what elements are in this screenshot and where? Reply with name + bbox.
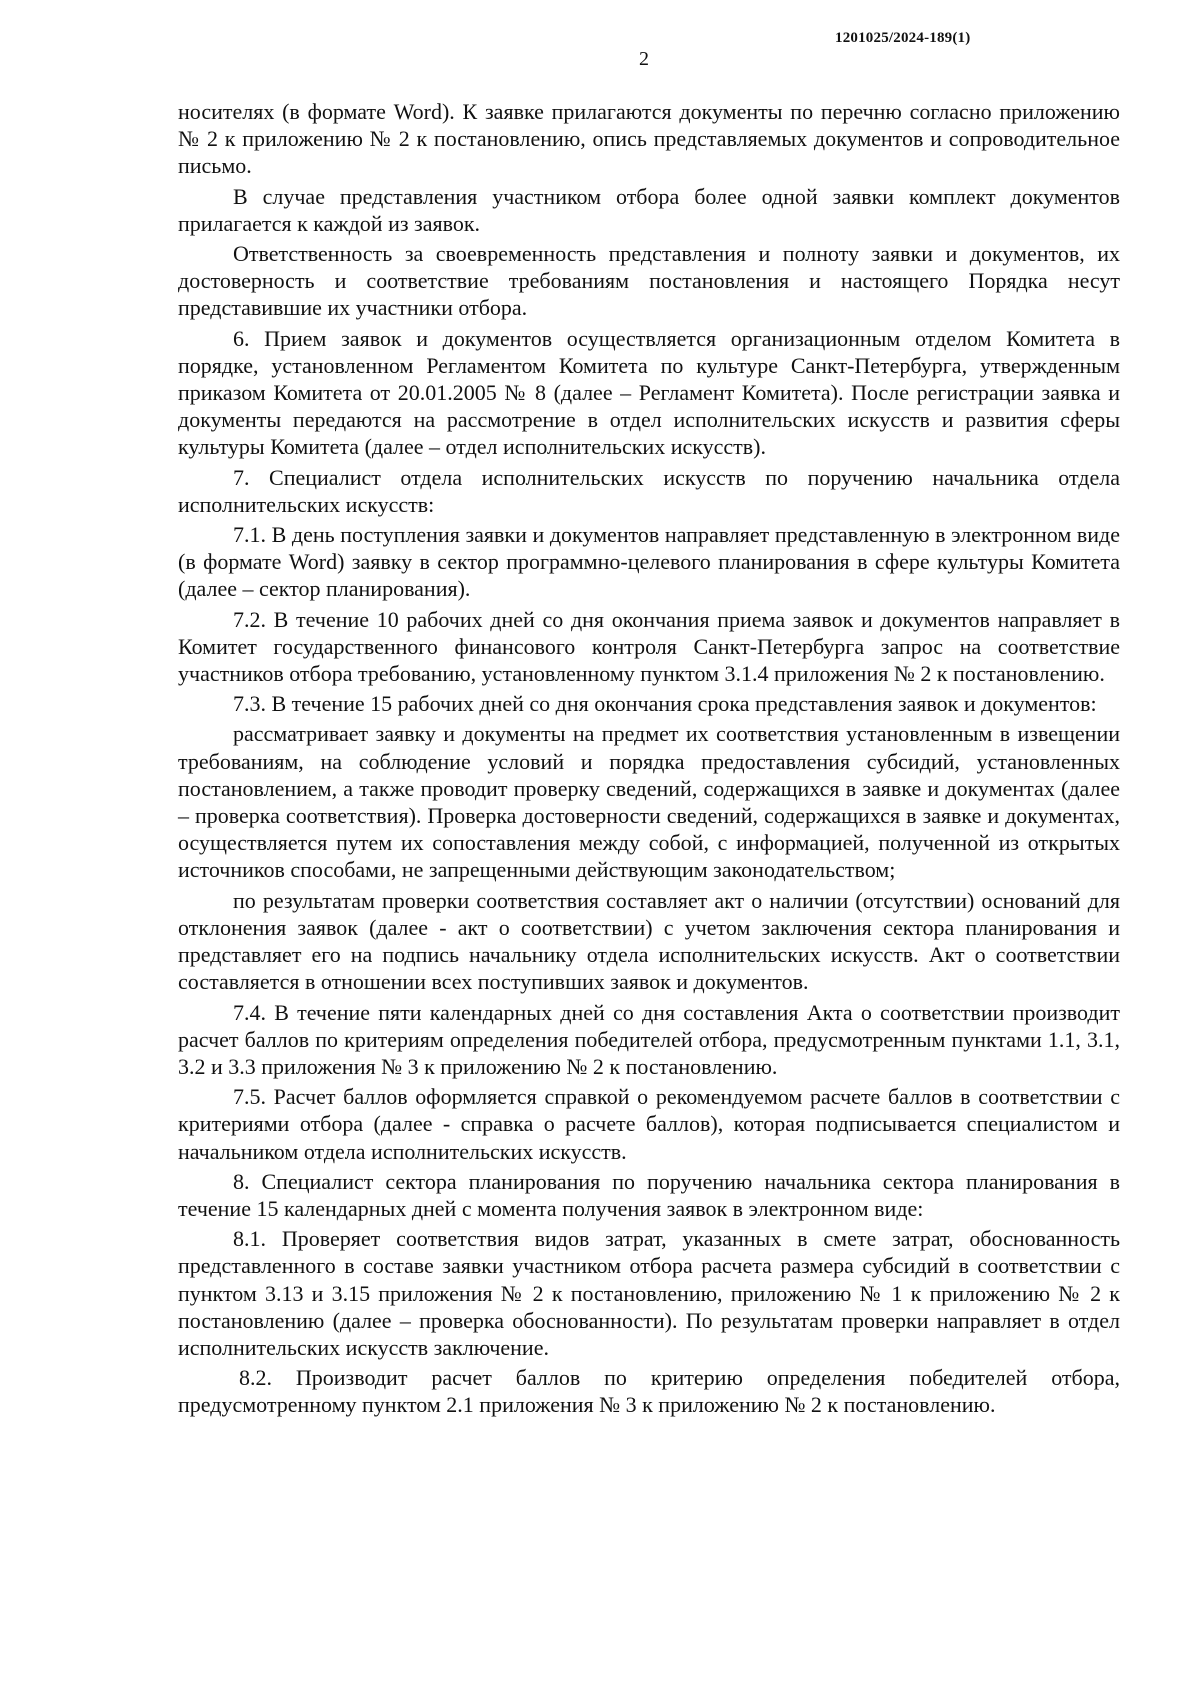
paragraph-item-7-5: 7.5. Расчет баллов оформляется справкой о рекомендуемом расчете баллов в соответствии с критериями отбора (далее - справка о расчете баллов), которая подписывается специалистом и начальником отдела исполнительских искусств. bbox=[178, 1084, 1120, 1164]
paragraph-item-7: 7. Специалист отдела исполнительских искусств по поручению начальника отдела исполнительских искусств: bbox=[178, 464, 1120, 517]
document-body bbox=[178, 98, 1120, 1422]
paragraph-item-7-3: 7.3. В течение 15 рабочих дней со дня окончания срока представления заявок и документов: bbox=[233, 691, 1097, 717]
page-number: 2 bbox=[639, 48, 649, 70]
document-registration-number: 1201025/2024-189(1) bbox=[835, 30, 971, 46]
paragraph-item-8-1: 8.1. Проверяет соответствия видов затрат, указанных в смете затрат, обоснованность представленного в составе заявки участником отбора расчета размера субсидий в соответствии с пунктом 3.13 и 3.15 приложения № 2 к постановлению, приложению № 1 к приложению № 2 к постановлению (далее – проверка обоснованности). По результатам проверки направляет в отдел исполнительских искусств заключение. bbox=[178, 1226, 1120, 1360]
paragraph-item-7-3-review: рассматривает заявку и документы на предмет их соответствия установленным в извещении требованиям, на соблюдение условий и порядка предоставления субсидий, установленных постановлением, а также проводит проверку сведений, содержащихся в заявке и документах (далее – проверка соответствия). Проверка достоверности сведений, содержащихся в заявке и документах, осуществляется путем их сопоставления между собой, с информацией, полученной из открытых источников способами, не запрещенными действующим законодательством; bbox=[178, 721, 1120, 883]
paragraph-item-7-4: 7.4. В течение пяти календарных дней со дня составления Акта о соответствии производит расчет баллов по критериям определения победителей отбора, предусмотренным пунктами 1.1, 3.1, 3.2 и 3.3 приложения № 3 к приложению № 2 к постановлению. bbox=[178, 999, 1120, 1079]
paragraph-item-8: 8. Специалист сектора планирования по поручению начальника сектора планирования в течение 15 календарных дней с момента получения заявок в электронном виде: bbox=[178, 1168, 1120, 1221]
paragraph-item-6: 6. Прием заявок и документов осуществляется организационным отделом Комитета в порядке, установленном Регламентом Комитета по культуре Санкт-Петербурга, утвержденным приказом Комитета от 20.01.2005 № 8 (далее – Регламент Комитета). После регистрации заявка и документы передаются на рассмотрение в отдел исполнительских искусств и развития сферы культуры Комитета (далее – отдел исполнительских искусств). bbox=[178, 325, 1120, 460]
paragraph-continuation: носителях (в формате Word). К заявке прилагаются документы по перечню согласно приложению № 2 к приложению № 2 к постановлению, опись представляемых документов и сопроводительное письмо. bbox=[178, 99, 1120, 179]
paragraph-item-7-2: 7.2. В течение 10 рабочих дней со дня окончания приема заявок и документов направляет в Комитет государственного финансового контроля Санкт-Петербурга запрос на соответствие участников отбора требованию, установленному пунктом 3.1.4 приложения № 2 к постановлению. bbox=[178, 606, 1120, 687]
paragraph-item-7-1: 7.1. В день поступления заявки и документов направляет представленную в электронном виде (в формате Word) заявку в сектор программно-целевого планирования в сфере культуры Комитета (далее – сектор планирования). bbox=[178, 522, 1120, 602]
paragraph-item-8-2: 8.2. Производит расчет баллов по критерию определения победителей отбора, предусмотренному пунктом 2.1 приложения № 3 к приложению № 2 к постановлению. bbox=[178, 1365, 1120, 1418]
paragraph-multiple-applications: В случае представления участником отбора более одной заявки комплект документов прилагается к каждой из заявок. bbox=[178, 183, 1120, 236]
paragraph-responsibility: Ответственность за своевременность представления и полноту заявки и документов, их достоверность и соответствие требованиям постановления и настоящего Порядка несут представившие их участники отбора. bbox=[178, 241, 1120, 321]
paragraph-item-7-3-act: по результатам проверки соответствия составляет акт о наличии (отсутствии) оснований для отклонения заявок (далее - акт о соответствии) с учетом заключения сектора планирования и представляет его на подпись начальнику отдела исполнительских искусств. Акт о соответствии составляется в отношении всех поступивших заявок и документов. bbox=[178, 887, 1120, 995]
